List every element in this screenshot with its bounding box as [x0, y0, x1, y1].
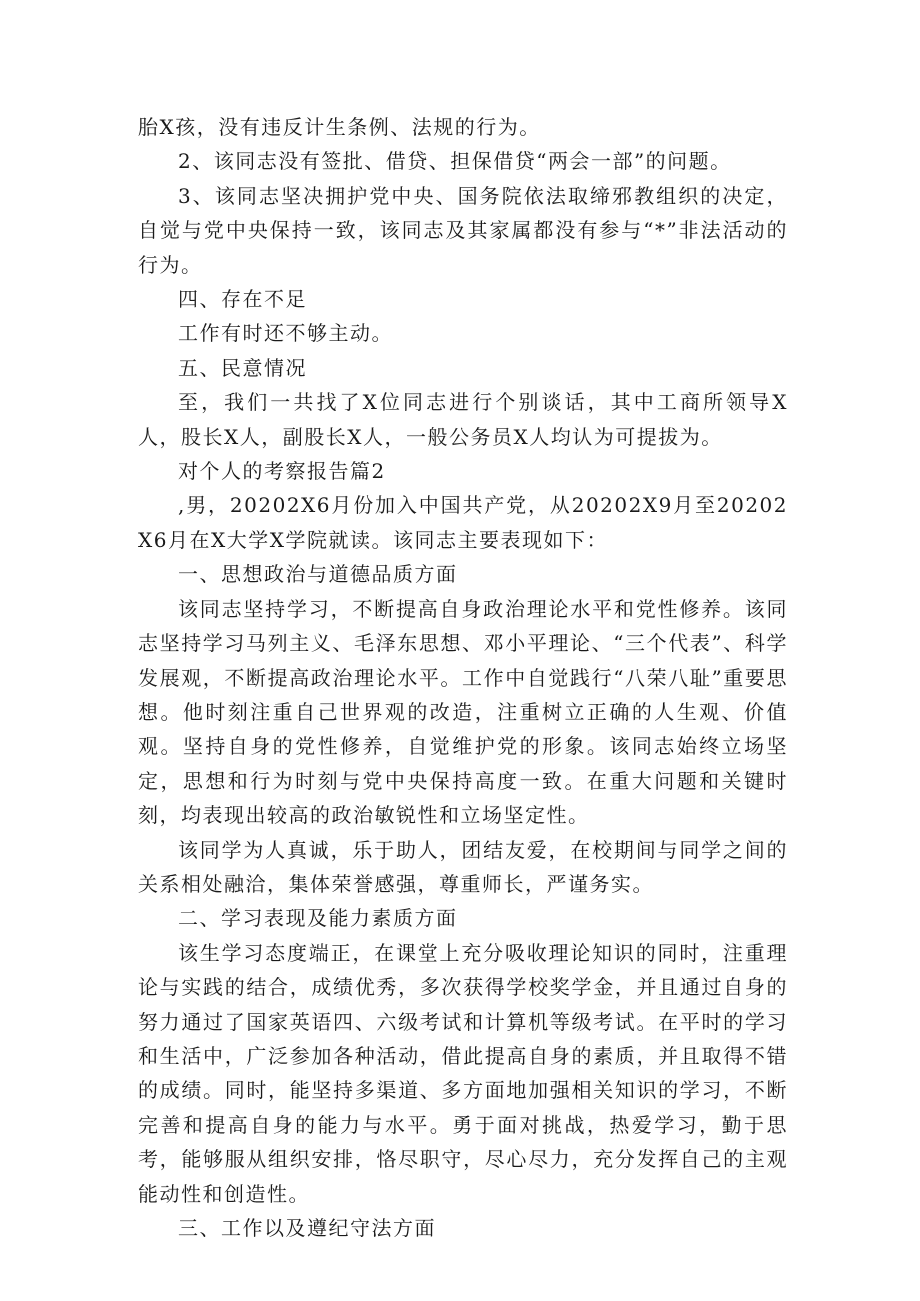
paragraph-shortcomings: 工作有时还不够主动。	[178, 321, 393, 346]
section-heading-study: 二、学习表现及能力素质方面	[178, 906, 458, 931]
section-heading-shortcomings: 四、存在不足	[178, 287, 307, 312]
paragraph-continuation: 胎X孩，没有违反计生条例、法规的行为。	[138, 115, 541, 139]
section-heading-political: 一、思想政治与道德品质方面	[178, 562, 458, 587]
paragraph-item-3: 3、该同志坚决拥护党中央、国务院依法取缔邪教组织的决定，自觉与党中央保持一致，该同志及其家属都没有参与“*”非法活动的行为。	[138, 183, 788, 277]
paragraph-public-opinion: 至，我们一共找了X位同志进行个别谈话，其中工商所领导X人，股长X人，副股长X人，一般公务员X人均认为可提拔为。	[138, 390, 788, 449]
section-heading-public-opinion: 五、民意情况	[178, 355, 307, 380]
paragraph-political: 该同志坚持学习，不断提高自身政治理论水平和党性修养。该同志坚持学习马列主义、毛泽东思想、邓小平理论、“三个代表”、科学发展观，不断提高政治理论水平。工作中自觉践行“八荣八耻”重要思想。他时刻注重自己世界观的改造，注重树立正确的人生观、价值观。坚持自身的党性修养，自觉维护党的形象。该同志始终立场坚定，思想和行为时刻与党中央保持高度一致。在重大问题和关键时刻，均表现出较高的政治敏锐性和立场坚定性。	[138, 596, 788, 828]
paragraph-item-2: 2、该同志没有签批、借贷、担保借贷“两会一部”的问题。	[178, 149, 732, 174]
section-heading-work: 三、工作以及遵纪守法方面	[178, 1216, 436, 1240]
paragraph-study: 该生学习态度端正，在课堂上充分吸收理论知识的同时，注重理论与实践的结合，成绩优秀，多次获得学校奖学金，并且通过自身的努力通过了国家英语四、六级考试和计算机等级考试。在平时的学习和生活中，广泛参加各种活动，借此提高自身的素质，并且取得不错的成绩。同时，能坚持多渠道、多方面地加强相关知识的学习，不断完善和提高自身的能力与水平。勇于面对挑战，热爱学习，勤于思考，能够服从组织安排，恪尽职守，尽心尽力，充分发挥自己的主观能动性和创造性。	[138, 940, 788, 1206]
document-body	[138, 110, 788, 1245]
paragraph-intro: ,男，20202X6月份加入中国共产党，从20202X9月至20202X6月在X大学X学院就读。该同志主要表现如下：	[138, 493, 788, 552]
report-title-2: 对个人的考察报告篇2	[178, 459, 386, 484]
paragraph-character: 该同学为人真诚，乐于助人，团结友爱，在校期间与同学之间的关系相处融洽，集体荣誉感强，尊重师长，严谨务实。	[138, 837, 788, 896]
